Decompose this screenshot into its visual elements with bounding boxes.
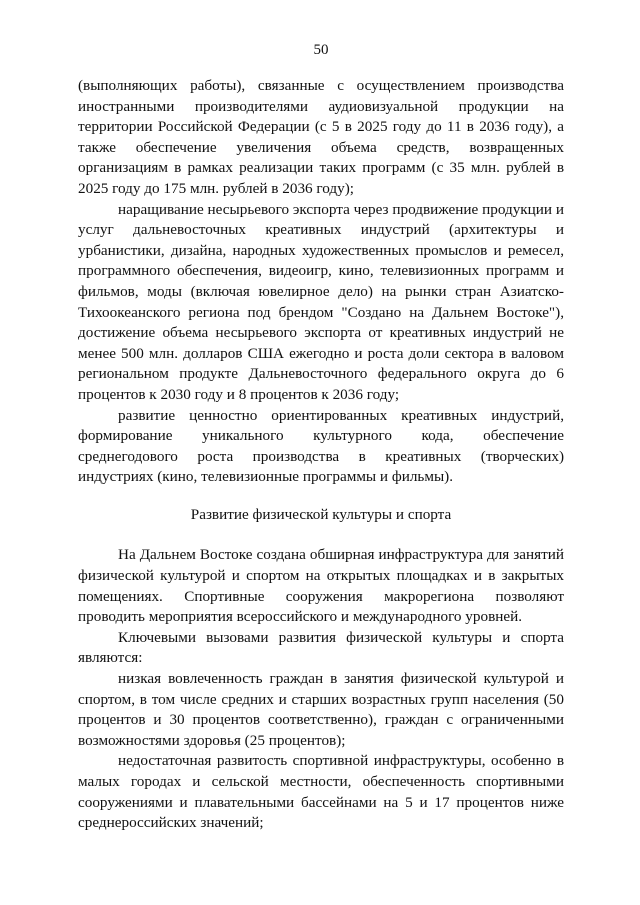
paragraph-insufficient-infrastructure: недостаточная развитость спортивной инфраструктуры, особенно в малых городах и сельской местности, обеспеченность спортивными сооружениями и плавательными бассейнами на 5 и 17 процентов ниже среднероссийских значений; — [78, 752, 564, 832]
section-heading: Развитие физической культуры и спорта — [190, 505, 452, 523]
paragraph-creative-industries: развитие ценностно ориентированных креативных индустрий, формирование уникального культурного кода, обеспечение среднегодового роста производства в креативных (творческих) индустриях (кино, телевизионные программы и фильмы). — [78, 406, 564, 486]
paragraph-challenges-intro: Ключевыми вызовами развития физической культуры и спорта являются: — [78, 628, 564, 667]
paragraph-export: наращивание несырьевого экспорта через продвижение продукции и услуг дальневосточных креативных индустрий (архитектуры и урбанистики, дизайна, народных художественных промыслов и ремесел, программного обеспечения, видеоигр, кино, телевизионных программ и фильмов, моды (включая ювелирное дело) на рынки стран Азиатско-Тихоокеанского региона под брендом "Создано на Дальнем Востоке"), достижение объема несырьевого экспорта от креативных индустрий не менее 500 млн. долларов США ежегодно и роста доли сектора в валовом региональном продукте Дальневосточного федерального округа до 6 процентов к 2030 году и 8 процентов к 2036 году; — [78, 200, 564, 403]
paragraph-infrastructure: На Дальнем Востоке создана обширная инфраструктура для занятий физической культурой и спортом на открытых площадках и в закрытых помещениях. Спортивные сооружения макрорегиона позволяют проводить мероприятия всероссийского и международного уровней. — [78, 546, 564, 626]
page-number: 50 — [313, 42, 329, 58]
paragraph-continuation: (выполняющих работы), связанные с осуществлением производства иностранными производителями аудиовизуальной продукции на территории Российской Федерации (с 5 в 2025 году до 11 в 2036 году), а также обеспечение увеличения объема средств, возвращенных организациям в рамках реализации таких программ (с 35 млн. рублей в 2025 году до 175 млн. рублей в 2036 году); — [78, 77, 564, 197]
paragraph-low-engagement: низкая вовлеченность граждан в занятия физической культурой и спортом, в том числе средних и старших возрастных групп населения (50 процентов и 30 процентов соответственно), граждан с ограниченными возможностями здоровья (25 процентов); — [78, 670, 564, 749]
